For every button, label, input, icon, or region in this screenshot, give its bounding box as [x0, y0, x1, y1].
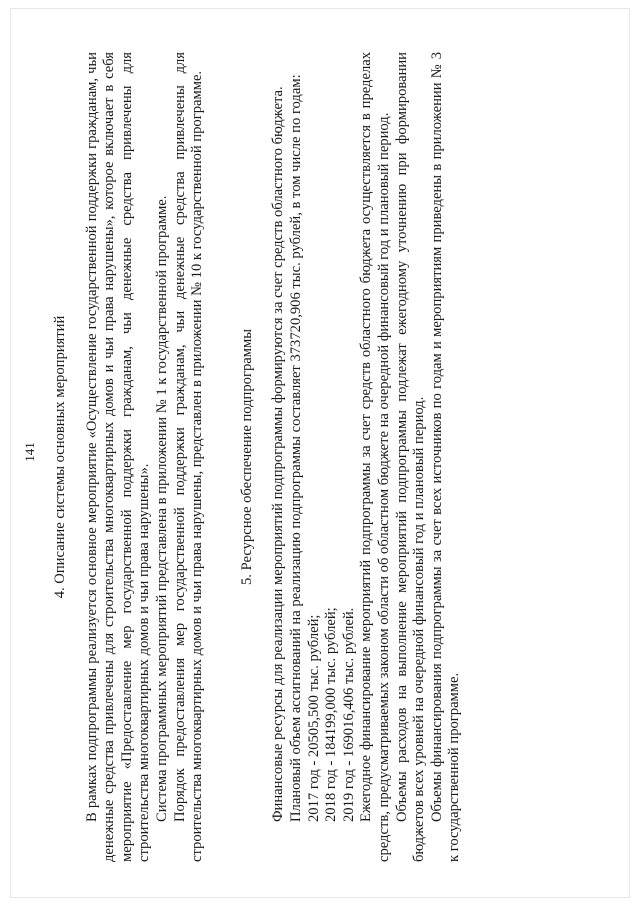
- section-5-paragraph: Объемы расходов на выполнение мероприятий подпрограммы подлежат ежегодному уточнению при формировании бюджетов всех уровней на очередной финансовый год и плановый период.: [393, 52, 428, 862]
- section-4-paragraph: Порядок предоставления мер государственной поддержки гражданам, чьи денежные средства привлечены для строительства многоквартирных домов и чьи права нарушены, представлен в приложении № 10 к государственной программе.: [171, 52, 206, 862]
- funding-year-line: 2017 год - 20505,500 тыс. рублей;: [305, 614, 322, 822]
- section-5-paragraph: Объемы финансирования подпрограммы за счет всех источников по годам и мероприятиям приведены в приложении № 3 к государственной программе.: [428, 52, 463, 862]
- section-4-paragraph: Система программных мероприятий представлена в приложении № 1 к государственной программе.: [153, 195, 170, 822]
- section-5-paragraph: Финансовые ресурсы для реализации мероприятий подпрограммы формируются за счет средств областного бюджета.: [270, 86, 287, 822]
- section-4-paragraph: В рамках подпрограммы реализуется основное мероприятие «Осуществление государственной поддержки гражданам, чьи денежные средства привлечены для строительства многоквартирных домов и чьи права нарушены», которое включает в себя мероприятие «Предоставление мер государственной поддержки гражданам, чьи денежные средства привлечены для строительства многоквартирных домов и чьи права нарушены».: [83, 52, 153, 862]
- funding-year-line: 2018 год - 184199,000 тыс. рублей;: [323, 607, 340, 822]
- rotated-document-page: [22, 22, 600, 882]
- page-number: 141: [22, 442, 37, 462]
- section-4-heading: 4. Описание системы основных мероприятий: [52, 315, 68, 599]
- funding-year-line: 2019 год - 169016,406 тыс. рублей.: [340, 607, 357, 822]
- document-body: [42, 52, 464, 862]
- section-5-heading: 5. Ресурсное обеспечение подпрограммы: [238, 329, 255, 586]
- section-5-paragraph: Плановый объем ассигнований на реализацию подпрограммы составляет 373720,906 тыс. рублей, в том числе по годам:: [287, 74, 304, 822]
- section-5-paragraph: Ежегодное финансирование мероприятий подпрограммы за счет средств областного бюджета осуществляется в пределах средств, предусматриваемых законом области об областном бюджете на очередной финансовый год и плановый период.: [358, 52, 392, 862]
